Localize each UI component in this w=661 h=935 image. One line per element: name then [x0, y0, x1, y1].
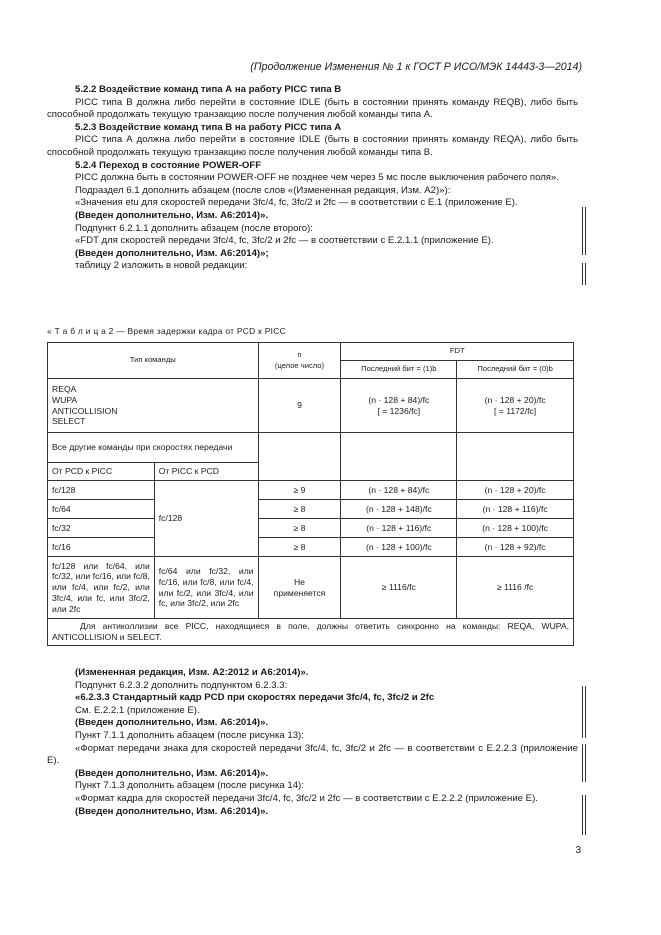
body-text: [47, 84, 578, 273]
cell-n: ≥ 8: [258, 500, 341, 519]
amendment-note: (Введен дополнительно, Изм. А6:2014)»;: [75, 247, 269, 259]
change-bar: [582, 795, 583, 835]
paragraph: таблицу 2 изложить в новой редакции:: [75, 260, 248, 272]
change-bar: [582, 207, 583, 255]
running-header: (Продолжение Изменения № 1 к ГОСТ Р ИСО/МЭК 14443-3—2014): [250, 61, 582, 73]
change-bar: [585, 207, 586, 255]
amendment-note: (Введен дополнительно, Изм. А6:2014)».: [75, 209, 269, 221]
header-last-bit-1: Последний бит = (1)b: [341, 361, 457, 379]
cell-rate: fc/32: [48, 519, 155, 538]
paragraph: Пункт 7.1.3 дополнить абзацем (после рисунка 14):: [75, 780, 304, 792]
cell-empty: [457, 433, 574, 481]
cell-empty: [258, 433, 341, 481]
paragraph: Подпункт 6.2.3.2 дополнить подпунктом 6.2.3.3:: [75, 679, 288, 691]
cell-rate-list: fc/64 или fc/32, или fc/16, или fc/8, или fc/4, или fc/2, или 3fc/4, или fc, или 3fc/2, или 2fc: [154, 557, 258, 619]
cell-n: Не применяется: [258, 557, 341, 619]
cell-n: 9: [258, 379, 341, 433]
header-last-bit-0: Последний бит = (0)b: [457, 361, 574, 379]
change-bar: [582, 686, 583, 738]
cell-fdt1: ≥ 1116/fc: [341, 557, 457, 619]
cell-fdt0: (n · 128 + 92)/fc: [457, 538, 574, 557]
cell-fdt1: (n · 128 + 148)/fc: [341, 500, 457, 519]
cell-picc-to-pcd: От PICC к PCD: [154, 463, 258, 481]
cell-fdt1: (n · 128 + 84)/fc [ = 1236/fc]: [341, 379, 457, 433]
paragraph: PICC типа А должна либо перейти в состояние IDLE (быть в состоянии принять команду REQA), либо быть способной продолжать текущую транзакцию после получения любой команды типа В.: [47, 134, 578, 158]
paragraph: См. Е.2.2.1 (приложение Е).: [75, 704, 200, 716]
body-text-after-table: [47, 667, 578, 818]
fdt-table: [47, 342, 574, 646]
amendment-note: (Введен дополнительно, Изм. А6:2014)».: [75, 805, 269, 817]
change-bar: [585, 263, 586, 285]
cell-other-commands: Все другие команды при скоростях передачи: [48, 433, 259, 463]
paragraph: Подраздел 6.1 дополнить абзацем (после слов «(Измененная редакция, Изм. А2)»):: [75, 184, 451, 196]
cell-n: ≥ 8: [258, 519, 341, 538]
page-number: 3: [575, 845, 581, 856]
cell-n: ≥ 8: [258, 538, 341, 557]
cell-fdt0: (n · 128 + 20)/fc: [457, 481, 574, 500]
section-heading: 5.2.4 Переход в состояние POWER-OFF: [75, 159, 262, 171]
amendment-note: (Измененная редакция, Изм. А2:2012 и А6:2014)».: [75, 667, 309, 678]
paragraph: «Формат передачи знака для скоростей передачи 3fc/4, fc, 3fc/2 и 2fc — в соответствии с Е.2.2.3 (приложение Е).: [47, 742, 578, 767]
paragraph: Пункт 7.1.1 дополнить абзацем (после рисунка 13):: [75, 729, 304, 741]
paragraph: «Формат кадра для скоростей передачи 3fc/4, fc, 3fc/2 и 2fc — в соответствии с Е.2.2.2 (приложение Е).: [75, 792, 538, 804]
header-fdt: FDT: [341, 343, 574, 361]
cell-fdt1: (n · 128 + 84)/fc: [341, 481, 457, 500]
table-note: Для антиколлизии все PICC, находящиеся в поле, должны ответить синхронно на команды: REQA, WUPA, ANTICOLLISION и SELECT.: [48, 619, 574, 646]
header-n: n (целое число): [258, 343, 341, 379]
cell-fdt0: (n · 128 + 20)/fc [ = 1172/fc]: [457, 379, 574, 433]
cell-rate-list: fc/128 или fc/64, или fc/32, или fc/16, или fc/8, или fc/4, или fc/2, или 3fc/4, или fc, или 3fc/2, или 2fc: [48, 557, 155, 619]
cell-empty: [341, 433, 457, 481]
section-heading: «6.2.3.3 Стандартный кадр PCD при скоростях передачи 3fc/4, fc, 3fc/2 и 2fc: [75, 692, 435, 704]
section-heading: 5.2.3 Воздействие команд типа В на работу PICC типа А: [75, 121, 342, 133]
cell-fdt1: (n · 128 + 116)/fc: [341, 519, 457, 538]
change-bar: [585, 795, 586, 835]
paragraph: PICC должна быть в состоянии POWER-OFF не позднее чем через 5 мс после выключения рабочего поля».: [75, 172, 559, 184]
paragraph: «FDT для скоростей передачи 3fc/4, fc, 3fc/2 и 2fc — в соответствии с Е.2.1.1 (приложение Е).: [75, 235, 494, 247]
cell-rate-merged: fc/128: [154, 481, 258, 557]
paragraph: «Значения etu для скоростей передачи 3fc/4, fc, 3fc/2 и 2fc — в соответствии с Е.1 (приложение Е).: [75, 197, 518, 209]
cell-rate: fc/128: [48, 481, 155, 500]
change-bar: [582, 263, 583, 285]
paragraph: Подпункт 6.2.1.1 дополнить абзацем (после второго):: [75, 222, 313, 234]
cell-n: ≥ 9: [258, 481, 341, 500]
change-bar: [585, 686, 586, 738]
table-caption: « Т а б л и ц а 2 — Время задержки кадра от PCD к PICC: [47, 326, 286, 336]
change-bar: [585, 744, 586, 782]
cell-commands: REQA WUPA ANTICOLLISION SELECT: [48, 379, 259, 433]
header-command-type: Тип команды: [48, 343, 259, 379]
change-bar: [582, 744, 583, 782]
cell-fdt0: (n · 128 + 116)/fc: [457, 500, 574, 519]
cell-fdt1: (n · 128 + 100)/fc: [341, 538, 457, 557]
cell-fdt0: (n · 128 + 100)/fc: [457, 519, 574, 538]
amendment-note: (Введен дополнительно, Изм. А6:2014)».: [75, 717, 269, 729]
cell-rate: fc/16: [48, 538, 155, 557]
paragraph: PICC типа В должна либо перейти в состояние IDLE (быть в состоянии принять команду REQB), либо быть способной продолжать текущую транзакцию после получения любой команды типа А.: [47, 96, 578, 121]
cell-pcd-to-picc: От PCD к PICC: [48, 463, 155, 481]
cell-rate: fc/64: [48, 500, 155, 519]
section-heading: 5.2.2 Воздействие команд типа А на работу PICC типа В: [75, 84, 342, 95]
amendment-note: (Введен дополнительно, Изм. А6:2014)».: [75, 767, 269, 779]
cell-fdt0: ≥ 1116 /fc: [457, 557, 574, 619]
